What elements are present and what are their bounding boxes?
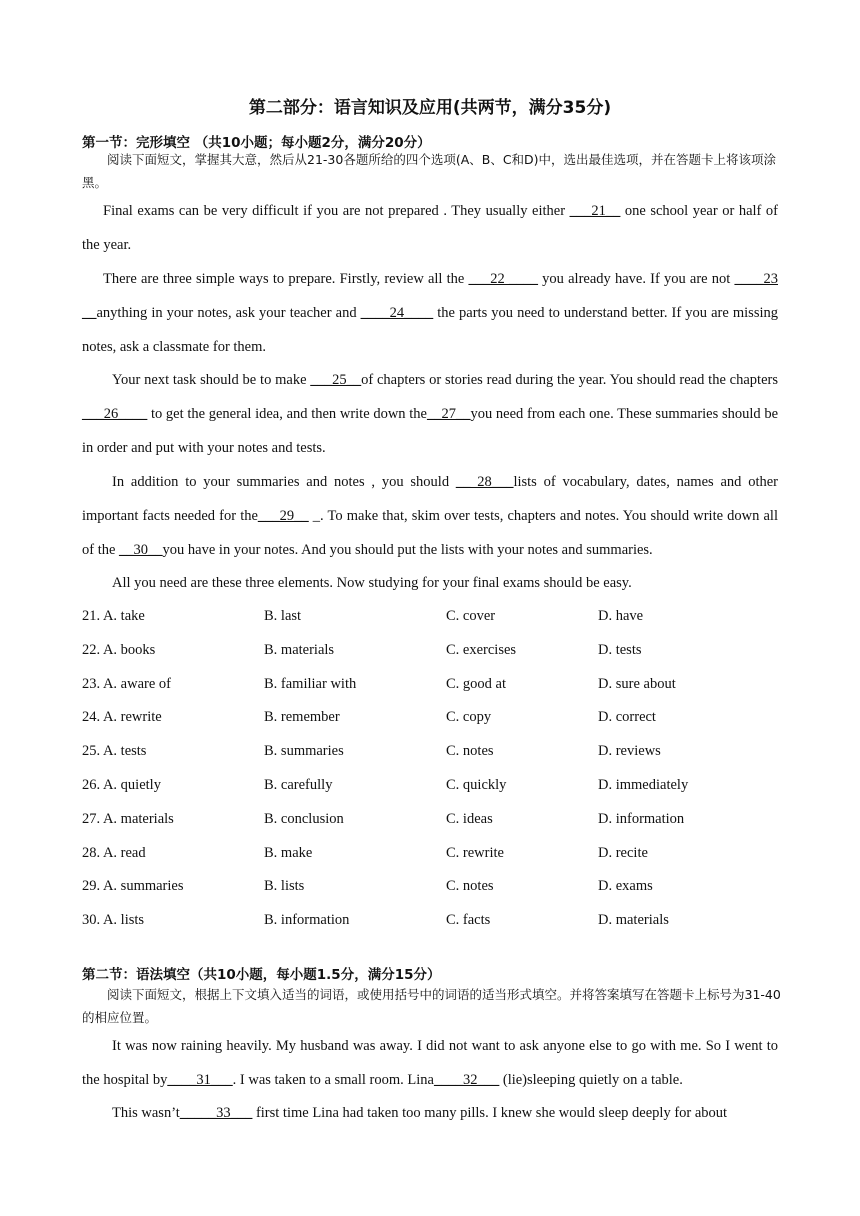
cloze-paragraph-4: In addition to your summaries and notes , you should __ 28___lists of vocabulary, dates, names and other important facts needed for the___29__ _. To make that, skim over tests, chapters and notes. You should write down all of the __30__you have in your notes. And you should put the lists with your notes and summaries. [82,474,778,558]
section1-heading: 第一节：完形填空 （共10小题；每小题2分，满分20分） [82,135,431,151]
section1-instruction: 阅读下面短文，掌握其大意，然后从21-30各题所给的四个选项(A、B、C和D)中，选出最佳选项，并在答题卡上将该项涂黑。 [82,152,777,190]
blank-33: _____33___ [179,1105,253,1121]
section2-heading: 第二节：语法填空（共10小题，每小题1.5分，满分15分） [82,967,441,983]
page-title: 第二部分：语言知识及应用(共两节，满分35分) [248,98,612,118]
blank-25: ___25__ [310,372,362,388]
blank-23: ____23 __ [82,271,778,321]
option-row-21: 21. A. take B. last C. cover D. have [82,608,644,624]
grammar-paragraph-1: It was now raining heavily. My husband was away. I did not want to ask anyone else to go with me. So I went to the hospital by____31___. I was taken to a small room. Lina____32___ (lie)sleeping quietly on a table. [82,1038,778,1088]
cloze-paragraph-3: Your next task should be to make ___25__of chapters or stories read during the year. You should read the chapters ___26____ to get the general idea, and then write down the__27__you need from each one. These summaries should be in order and put with your notes and tests. [82,372,779,456]
blank-32: ____32___ [433,1072,500,1088]
option-row-24: 24. A. rewrite B. remember C. copy D. correct [82,709,656,726]
grammar-paragraph-2: This wasn’t_____33___ first time Lina had taken too many pills. I knew she would sleep deeply for about [112,1105,728,1121]
cloze-paragraph-5: All you need are these three elements. Now studying for your final exams should be easy. [112,575,632,591]
blank-21: ___21__ [569,203,621,219]
option-row-28: 28. A. read B. make C. rewrite D. recite [82,844,648,861]
option-row-29: 29. A. summaries B. lists C. notes D. exams [82,878,653,895]
option-row-22: 22. A. books B. materials C. exercises D. tests [82,641,642,658]
option-row-26: 26. A. quietly B. carefully C. quickly D. immediately [82,776,689,793]
option-row-30: 30. A. lists B. information C. facts D. materials [82,912,669,929]
cloze-paragraph-1: Final exams can be very difficult if you are not prepared . They usually either ___21__ one school year or half of the year. [82,203,778,253]
blank-29: ___29__ [257,508,309,524]
answer-options [82,600,782,938]
blank-31: ____31___ [167,1072,233,1088]
blank-26: ___26____ [82,406,148,422]
cloze-paragraph-2: There are three simple ways to prepare. Firstly, review all the ___22 ____ you already have. If you are not ____23 __anything in your notes, ask your teacher and ____24____ the parts you need to understand better. If you are missing notes, ask a classmate for them. [82,271,778,355]
blank-24: ____24____ [360,305,434,321]
blank-28: __ 28___ [455,474,514,490]
section2-instruction: 阅读下面短文，根据上下文填入适当的词语，或使用括号中的词语的适当形式填空。并将答案填写在答题卡上标号为31-40的相应位置。 [82,987,781,1025]
option-row-23: 23. A. aware of B. familiar with C. good at D. sure about [82,675,676,692]
blank-27: __27__ [426,406,471,422]
blank-30: __30__ [119,542,163,558]
option-row-25: 25. A. tests B. summaries C. notes D. reviews [82,743,661,760]
option-row-27: 27. A. materials B. conclusion C. ideas D. information [82,810,685,827]
blank-22: ___22 ____ [468,271,538,287]
